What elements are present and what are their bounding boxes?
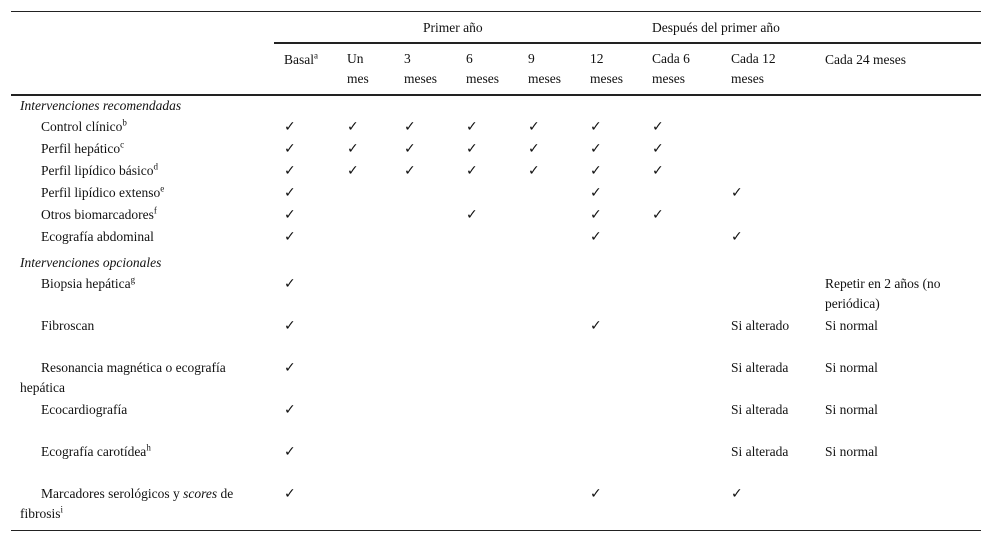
row-label-text: Perfil lipídico básico	[41, 163, 154, 178]
check-mark: ✓	[284, 229, 296, 245]
check-mark: ✓	[528, 141, 540, 157]
row-label-text: Otros biomarcadores	[41, 207, 154, 222]
row-label	[20, 227, 270, 247]
bottom-rule	[11, 530, 981, 531]
row-label-text: Ecocardiografía	[41, 402, 128, 417]
col-header-basal	[284, 49, 318, 70]
cell-text: Repetir en 2 años (no periódica)	[825, 276, 941, 311]
check-mark: ✓	[652, 141, 664, 157]
col-header-basal-note: a	[314, 50, 318, 61]
check-mark: ✓	[347, 119, 359, 135]
cell-text: Si normal	[825, 318, 878, 333]
check-mark: ✓	[590, 207, 602, 223]
col-header-every-12-months: Cada 12 meses	[731, 51, 776, 86]
check-mark: ✓	[284, 185, 296, 201]
check-mark: ✓	[404, 163, 416, 179]
row-label-part: de fibrosis	[20, 486, 234, 521]
check-mark: ✓	[652, 163, 664, 179]
check-mark: ✓	[652, 119, 664, 135]
check-mark: ✓	[590, 119, 602, 135]
top-rule	[11, 11, 981, 12]
cell-text: Si normal	[825, 360, 878, 375]
col-header-every-6-months: Cada 6 meses	[652, 51, 690, 86]
check-mark: ✓	[731, 486, 743, 502]
row-label	[20, 161, 270, 181]
check-mark: ✓	[284, 207, 296, 223]
check-mark: ✓	[284, 486, 296, 502]
check-mark: ✓	[466, 119, 478, 135]
check-mark: ✓	[731, 229, 743, 245]
check-mark: ✓	[284, 402, 296, 418]
check-mark: ✓	[404, 119, 416, 135]
check-mark: ✓	[284, 444, 296, 460]
row-label-text: Ecografía abdominal	[41, 229, 154, 244]
cell-text: Si alterada	[731, 360, 789, 375]
col-header-9-months: 9 meses	[528, 51, 561, 86]
cell-text: Si normal	[825, 402, 878, 417]
check-mark: ✓	[347, 141, 359, 157]
header-group-after-first-year: Después del primer año	[652, 20, 780, 35]
row-label-note: g	[130, 274, 136, 285]
row-label	[20, 274, 270, 294]
row-label-text: Fibroscan	[41, 318, 95, 333]
row-label	[20, 183, 270, 203]
group-rule	[274, 42, 981, 44]
row-label-text: Biopsia hepática	[41, 276, 131, 291]
row-label	[20, 358, 270, 398]
col-header-one-month: Un mes	[347, 51, 369, 86]
row-label	[20, 139, 270, 159]
row-label	[20, 117, 270, 137]
check-mark: ✓	[347, 163, 359, 179]
check-mark: ✓	[284, 276, 296, 292]
check-mark: ✓	[528, 163, 540, 179]
check-mark: ✓	[284, 141, 296, 157]
row-label-note: e	[160, 183, 165, 194]
section-title: Intervenciones opcionales	[20, 255, 162, 270]
check-mark: ✓	[731, 185, 743, 201]
header-group-first-year: Primer año	[423, 20, 483, 35]
check-mark: ✓	[652, 207, 664, 223]
row-label	[20, 400, 270, 420]
check-mark: ✓	[590, 486, 602, 502]
row-label-text: Control clínico	[41, 119, 123, 134]
cell-text: Si alterado	[731, 318, 790, 333]
check-mark: ✓	[590, 229, 602, 245]
check-mark: ✓	[590, 318, 602, 334]
col-header-6-months: 6 meses	[466, 51, 499, 86]
row-label-text: Perfil lipídico extenso	[41, 185, 161, 200]
check-mark: ✓	[284, 360, 296, 376]
row-label-note: c	[120, 139, 125, 150]
check-mark: ✓	[590, 163, 602, 179]
col-header-basal-label: Basal	[284, 52, 314, 67]
row-label	[20, 484, 270, 524]
col-header-3-months: 3 meses	[404, 51, 437, 86]
row-label-part: scores	[183, 486, 218, 501]
check-mark: ✓	[284, 163, 296, 179]
check-mark: ✓	[528, 119, 540, 135]
row-label-note: i	[60, 504, 64, 515]
cell-text: Si alterada	[731, 402, 789, 417]
row-label-note: h	[146, 442, 151, 453]
row-label-note: f	[153, 205, 157, 216]
follow-up-table	[11, 11, 981, 531]
row-label-note: d	[153, 161, 158, 172]
check-mark: ✓	[404, 141, 416, 157]
check-mark: ✓	[590, 141, 602, 157]
row-label-text: Resonancia magnética o ecografía hepática	[20, 360, 226, 395]
col-header-every-24-months: Cada 24 meses	[825, 52, 906, 67]
cell-text: Si normal	[825, 444, 878, 459]
check-mark: ✓	[284, 119, 296, 135]
row-label	[20, 442, 270, 462]
check-mark: ✓	[284, 318, 296, 334]
check-mark: ✓	[466, 207, 478, 223]
row-label	[20, 316, 270, 336]
check-mark: ✓	[466, 141, 478, 157]
cell-text: Si alterada	[731, 444, 789, 459]
row-label	[20, 205, 270, 225]
col-header-12-months: 12 meses	[590, 51, 623, 86]
row-label-note: b	[122, 117, 127, 128]
row-label-part: Marcadores serológicos y	[41, 486, 184, 501]
row-label-text: Ecografía carotídea	[41, 444, 147, 459]
check-mark: ✓	[466, 163, 478, 179]
section-title: Intervenciones recomendadas	[20, 98, 182, 113]
check-mark: ✓	[590, 185, 602, 201]
row-label-text: Perfil hepático	[41, 141, 121, 156]
